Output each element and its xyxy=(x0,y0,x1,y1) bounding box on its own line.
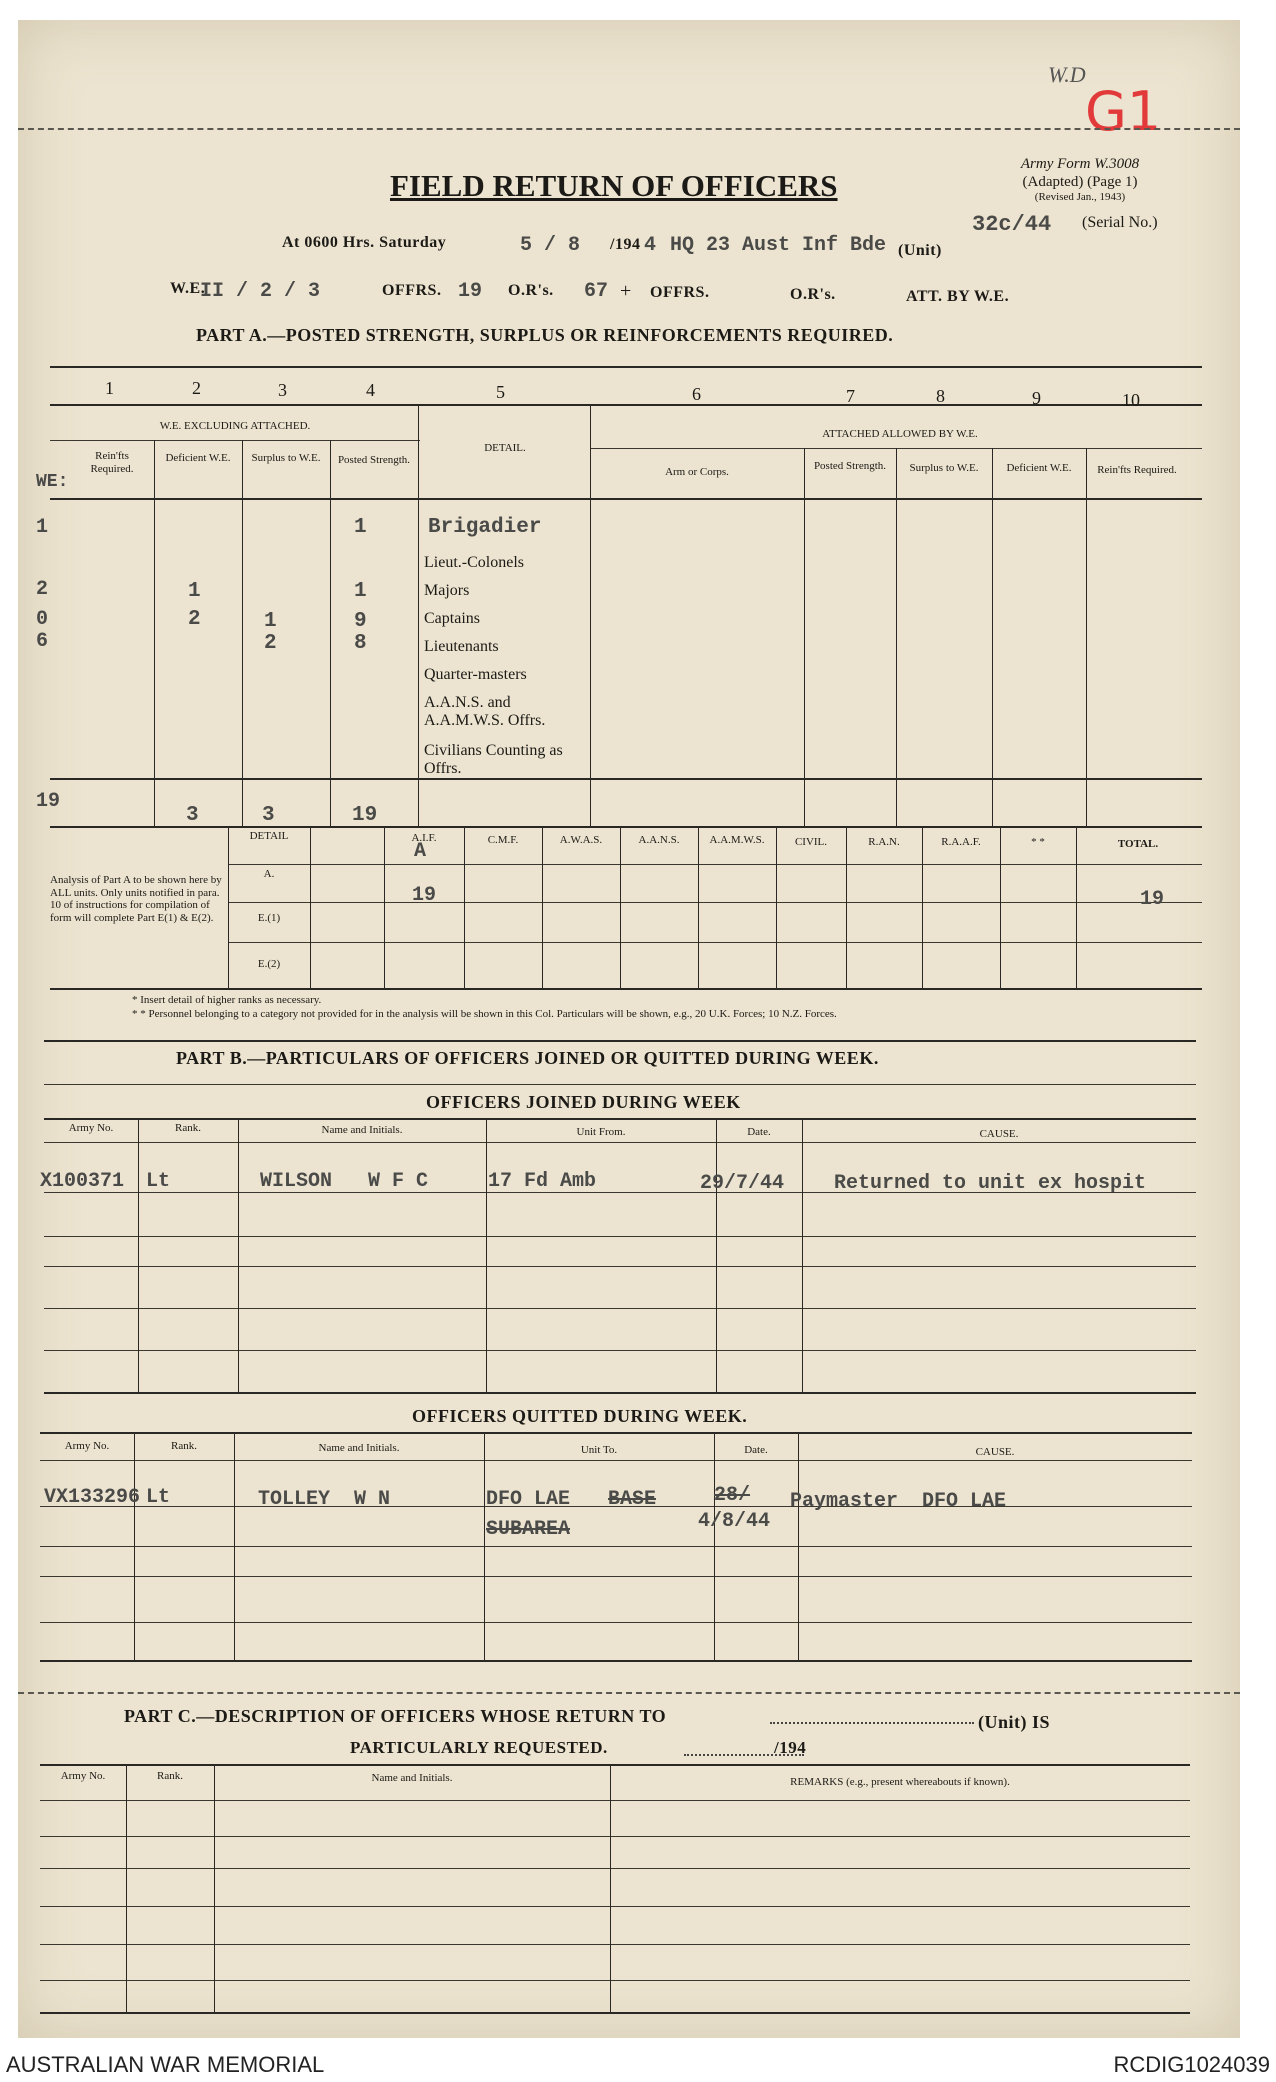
col-num-2: 2 xyxy=(192,378,201,398)
footer-left: AUSTRALIAN WAR MEMORIAL xyxy=(6,2052,325,2077)
hdr-posted-strength: Posted Strength. xyxy=(337,454,411,466)
quitted-cause: Paymaster DFO LAE xyxy=(790,1490,1007,1513)
hdr-att-posted: Posted Strength. xyxy=(813,460,887,472)
handwritten-wd: W.D xyxy=(1048,62,1086,87)
rank-lieut-colonels: Lieut.-Colonels xyxy=(424,554,524,571)
joined-heading: OFFICERS JOINED DURING WEEK xyxy=(426,1092,741,1112)
att-label: ATT. BY W.E. xyxy=(906,288,1010,305)
posted-majors: 1 xyxy=(354,580,367,603)
we-typed: II / 2 / 3 xyxy=(200,280,321,303)
we-typed-2: 2 xyxy=(36,578,49,601)
part-c-heading-end: (Unit) IS xyxy=(978,1712,1051,1732)
deficient-majors: 1 xyxy=(188,580,201,603)
rank-captains: Captains xyxy=(424,610,480,627)
joined-hdr-army-no: Army No. xyxy=(68,1122,114,1134)
joined-unit: 17 Fd Amb xyxy=(488,1170,597,1193)
quitted-unit-struck1: BASE xyxy=(608,1488,657,1511)
part-c-heading2: PARTICULARLY REQUESTED. xyxy=(350,1738,608,1757)
posted-lieutenants: 8 xyxy=(354,632,367,655)
footnote-2: * * Personnel belonging to a category not provided for in the analysis will be shown in this Col. Particulars will be shown, e.g., 20 U.K. Forces; 10 N.Z. Forces. xyxy=(132,1008,837,1020)
joined-cause: Returned to unit ex hospit xyxy=(834,1172,1147,1195)
pc-hdr-name: Name and Initials. xyxy=(371,1772,453,1784)
quitted-heading: OFFICERS QUITTED DURING WEEK. xyxy=(412,1406,748,1426)
footnote-1: * Insert detail of higher ranks as necessary. xyxy=(132,994,322,1006)
rank-majors: Majors xyxy=(424,582,470,599)
we-typed-1: 1 xyxy=(36,516,49,539)
footer-right: RCDIG1024039 xyxy=(1113,2052,1270,2077)
handwritten-g1: G1 xyxy=(1085,80,1162,143)
quitted-date-struck: 28/ xyxy=(714,1484,751,1507)
an-hdr-ran: R.A.N. xyxy=(868,836,900,848)
an-hdr-awas: A.W.A.S. xyxy=(559,834,603,846)
col-num-3: 3 xyxy=(278,380,287,400)
quitted-army-no: VX133296 xyxy=(44,1486,141,1509)
quitted-hdr-name: Name and Initials. xyxy=(318,1442,400,1454)
pc-hdr-army-no: Army No. xyxy=(60,1770,106,1782)
an-hdr-aif: A.I.F. xyxy=(411,832,437,844)
hdr-att-deficient: Deficient W.E. xyxy=(1006,462,1072,474)
col-num-8: 8 xyxy=(936,386,945,406)
rank-aans-aamws: A.A.N.S. and A.A.M.W.S. Offrs. xyxy=(424,694,546,729)
hdr-att-reinfts: Rein'fts Required. xyxy=(1097,464,1177,476)
col-num-1: 1 xyxy=(105,378,114,398)
rank-brigadier: Brigadier xyxy=(428,516,542,539)
an-hdr-raaf: R.A.A.F. xyxy=(941,836,981,848)
total-surplus: 3 xyxy=(262,804,275,827)
quitted-unit-struck2: SUBAREA xyxy=(486,1518,571,1541)
ors-label: O.R's. xyxy=(508,282,554,299)
hdr-reinfts-required: Rein'fts Required. xyxy=(90,450,134,475)
rank-civilians: Civilians Counting as Offrs. xyxy=(424,742,563,777)
total-posted: 19 xyxy=(352,804,378,827)
unit-label: (Unit) xyxy=(898,242,942,259)
top-perforation xyxy=(18,128,1240,130)
part-c-heading: PART C.—DESCRIPTION OF OFFICERS WHOSE RETURN TO xyxy=(124,1706,667,1726)
hdr-surplus-we: Surplus to W.E. xyxy=(251,452,321,464)
form-title: FIELD RETURN OF OFFICERS xyxy=(390,168,838,203)
year-typed: 4 xyxy=(644,234,657,257)
an-hdr-detail: DETAIL xyxy=(249,830,289,842)
pc-hdr-rank: Rank. xyxy=(157,1770,183,1782)
form-paper xyxy=(18,20,1240,2038)
part-b-heading: PART B.—PARTICULARS OF OFFICERS JOINED OR QUITTED DURING WEEK. xyxy=(176,1048,879,1068)
joined-hdr-cause: CAUSE. xyxy=(979,1128,1019,1140)
hdr-att-surplus: Surplus to W.E. xyxy=(909,462,979,474)
an-row-a: A. xyxy=(263,868,275,880)
col-num-5: 5 xyxy=(496,382,505,402)
we-excluding-label: W.E. EXCLUDING ATTACHED. xyxy=(159,420,311,432)
analysis-note: Analysis of Part A to be shown here by ALL units. Only units notified in para. 10 of instructions for compilation of form will complete Part E(1) & E(2). xyxy=(50,874,222,924)
quitted-name: TOLLEY W N xyxy=(258,1488,391,1511)
posted-brigadier: 1 xyxy=(354,516,367,539)
serial-number: 32c/44 xyxy=(972,212,1052,237)
hdr-arm-corps: Arm or Corps. xyxy=(665,466,729,478)
col-num-7: 7 xyxy=(846,386,855,406)
year-label: /194 xyxy=(610,236,641,253)
deficient-captains: 2 xyxy=(188,608,201,631)
quitted-hdr-date: Date. xyxy=(744,1444,768,1456)
part-c-date: /194 xyxy=(774,1738,807,1757)
rank-quarter-masters: Quarter-masters xyxy=(424,666,527,683)
joined-name: WILSON W F C xyxy=(260,1170,429,1193)
quitted-hdr-cause: CAUSE. xyxy=(975,1446,1015,1458)
col-num-4: 4 xyxy=(366,380,375,400)
an-row-e1: E.(1) xyxy=(257,912,281,924)
at-hours-label: At 0600 Hrs. Saturday xyxy=(282,234,447,251)
joined-hdr-unit: Unit From. xyxy=(576,1126,626,1138)
quitted-hdr-army-no: Army No. xyxy=(64,1440,110,1452)
quitted-hdr-unit: Unit To. xyxy=(580,1444,618,1456)
hdr-deficient-we: Deficient W.E. xyxy=(165,452,231,464)
posted-captains: 9 xyxy=(354,610,367,633)
an-hdr-other: * * xyxy=(1031,836,1045,848)
rank-lieutenants: Lieutenants xyxy=(424,638,499,655)
offrs-typed: 19 xyxy=(458,280,483,303)
an-hdr-total: TOTAL. xyxy=(1117,838,1159,850)
offrs2-label: OFFRS. xyxy=(650,284,710,301)
serial-label: (Serial No.) xyxy=(1082,214,1158,231)
offrs-label: OFFRS. xyxy=(382,282,442,299)
form-id-line3: (Revised Jan., 1943) xyxy=(1034,191,1126,203)
joined-date: 29/7/44 xyxy=(700,1172,785,1195)
attached-allowed-label: ATTACHED ALLOWED BY W.E. xyxy=(822,428,978,440)
an-row-e2: E.(2) xyxy=(257,958,281,970)
ors2-label: O.R's. xyxy=(790,286,836,303)
an-aif-value: 19 xyxy=(412,884,437,907)
detail-label: DETAIL. xyxy=(484,442,526,454)
an-aif-mark: A xyxy=(414,840,427,863)
we-typed-label: WE: xyxy=(36,472,69,492)
col-num-6: 6 xyxy=(692,384,701,404)
quitted-date: 4/8/44 xyxy=(698,1510,771,1533)
part-c-unit-blank xyxy=(770,1716,974,1724)
joined-hdr-rank: Rank. xyxy=(175,1122,201,1134)
surplus-captains: 1 xyxy=(264,610,277,633)
form-id-line1: Army Form W.3008 xyxy=(1020,156,1140,172)
quitted-unit: DFO LAE xyxy=(486,1488,571,1511)
we-typed-total: 19 xyxy=(36,790,61,813)
an-hdr-aamws: A.A.M.W.S. xyxy=(709,834,765,846)
joined-hdr-name: Name and Initials. xyxy=(321,1124,403,1136)
quitted-hdr-rank: Rank. xyxy=(171,1440,197,1452)
form-id-line2: (Adapted) (Page 1) xyxy=(1022,174,1138,190)
col-num-10: 10 xyxy=(1122,390,1140,410)
quitted-rank: Lt xyxy=(146,1486,171,1509)
form-id xyxy=(990,155,1170,204)
an-hdr-cmf: C.M.F. xyxy=(487,834,519,846)
col-num-9: 9 xyxy=(1032,388,1041,408)
ors-typed: 67 xyxy=(584,280,609,303)
joined-hdr-date: Date. xyxy=(747,1126,771,1138)
joined-army-no: X100371 xyxy=(40,1170,125,1193)
we-typed-3: 0 xyxy=(36,608,49,631)
we-typed-4: 6 xyxy=(36,630,49,653)
surplus-lieutenants: 2 xyxy=(264,632,277,655)
pc-hdr-remarks: REMARKS (e.g., present whereabouts if known). xyxy=(790,1776,1010,1788)
date-typed: 5 / 8 xyxy=(520,234,581,257)
mid-perforation xyxy=(18,1692,1240,1694)
an-hdr-aans: A.A.N.S. xyxy=(638,834,680,846)
an-hdr-civil: CIVIL. xyxy=(794,836,828,848)
joined-rank: Lt xyxy=(146,1170,171,1193)
unit-typed: HQ 23 Aust Inf Bde xyxy=(670,234,887,257)
plus-sign: + xyxy=(620,280,632,302)
an-total-value: 19 xyxy=(1140,888,1165,911)
part-a-heading: PART A.—POSTED STRENGTH, SURPLUS OR REINFORCEMENTS REQUIRED. xyxy=(196,325,894,345)
we-label: W.E. xyxy=(170,280,206,297)
total-deficient: 3 xyxy=(186,804,199,827)
